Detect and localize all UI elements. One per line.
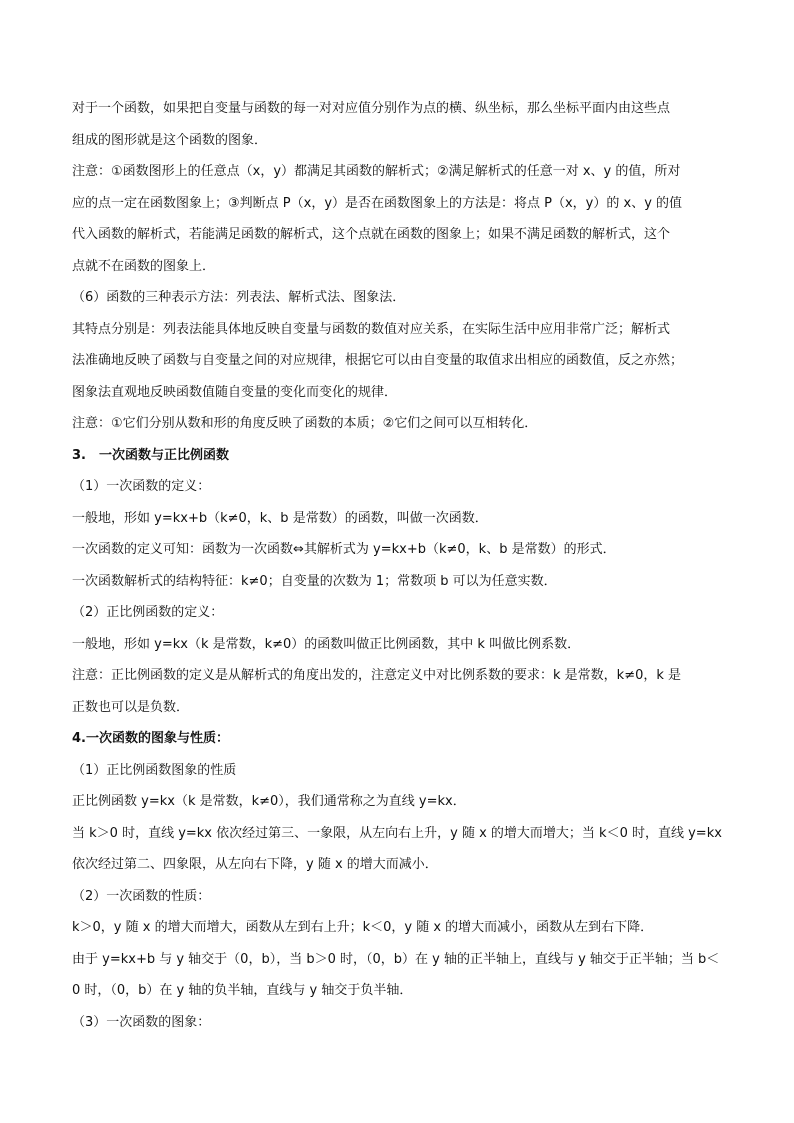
paragraph-proportional-note xyxy=(72,660,724,723)
paragraph-proportional-line xyxy=(72,786,724,818)
text-line: （1）正比例函数图象的性质 xyxy=(72,762,237,778)
section-heading-graph-properties xyxy=(72,723,724,755)
paragraph-representation-note xyxy=(72,408,724,440)
section-heading-linear-proportional xyxy=(72,440,724,472)
text-line: 其特点分别是：列表法能具体地反映自变量与函数的数值对应关系，在实际生活中应用非常广泛；解析式 xyxy=(72,321,671,337)
text-line: （2）一次函数的性质： xyxy=(72,888,211,904)
paragraph-graph-definition xyxy=(72,93,724,156)
text-line: 组成的图形就是这个函数的图象． xyxy=(72,132,268,148)
text-line: k＞0，y 随 x 的增大而增大，函数从左到右上升；k＜0，y 随 x 的增大而减小，函数从左到右下降． xyxy=(72,920,654,935)
paragraph-linear-equivalence xyxy=(72,534,724,566)
text-line: 对于一个函数，如果把自变量与函数的每一对对应值分别作为点的横、纵坐标，那么坐标平面内由这些点 xyxy=(72,101,671,116)
paragraph-proportional-form xyxy=(72,629,724,661)
subheading-linear-definition xyxy=(72,471,724,503)
paragraph-representation-features xyxy=(72,314,724,409)
text-line: 注意：①函数图形上的任意点（x，y）都满足其函数的解析式；②满足解析式的任意一对 x、y 的值，所对 xyxy=(72,164,681,179)
text-line: （1）一次函数的定义： xyxy=(72,479,211,494)
text-line: 一般地，形如 y=kx+b（k≠0，k、b 是常数）的函数，叫做一次函数． xyxy=(72,510,488,526)
heading-text: 4.一次函数的图象与性质： xyxy=(72,731,229,746)
text-line: 正数也可以是负数． xyxy=(72,699,190,715)
text-line: 正比例函数 y=kx（k 是常数，k≠0），我们通常称之为直线 y=kx． xyxy=(72,794,466,809)
paragraph-proportional-quadrants xyxy=(72,818,724,881)
text-line: 代入函数的解析式，若能满足函数的解析式，这个点就在函数的图象上；如果不满足函数的解析式，这个 xyxy=(72,227,671,242)
paragraph-intercept-properties xyxy=(72,944,724,1007)
paragraph-graph-note xyxy=(72,156,724,282)
text-line: 由于 y=kx+b 与 y 轴交于（0，b），当 b＞0 时，（0，b）在 y 轴的正半轴上，直线与 y 轴交于正半轴；当 b＜ xyxy=(72,951,720,967)
paragraph-linear-form xyxy=(72,503,724,535)
text-line: 一般地，形如 y=kx（k 是常数，k≠0）的函数叫做正比例函数，其中 k 叫做比例系数． xyxy=(72,636,581,652)
text-line: （2）正比例函数的定义： xyxy=(72,605,224,620)
text-line: 应的点一定在函数图象上；③判断点 P（x，y）是否在函数图象上的方法是：将点 P（x，y）的 x、y 的值 xyxy=(72,195,683,211)
paragraph-linear-structure xyxy=(72,566,724,598)
text-line: 一次函数解析式的结构特征：k≠0；自变量的次数为 1；常数项 b 可以为任意实数． xyxy=(72,573,557,589)
text-line: 法准确地反映了函数与自变量之间的对应规律，根据它可以由自变量的取值求出相应的函数值，反之亦然； xyxy=(72,353,684,368)
subheading-linear-graph xyxy=(72,1007,724,1039)
text-line: 当 k＞0 时，直线 y=kx 依次经过第三、一象限，从左向右上升，y 随 x 的增大而增大；当 k＜0 时，直线 y=kx xyxy=(72,825,722,841)
text-line: （6）函数的三种表示方法：列表法、解析式法、图象法． xyxy=(72,290,406,305)
heading-text: 3. 一次函数与正比例函数 xyxy=(72,447,229,463)
text-line: （3）一次函数的图象： xyxy=(72,1014,211,1030)
text-line: 注意：①它们分别从数和形的角度反映了函数的本质；②它们之间可以互相转化． xyxy=(72,416,538,431)
text-line: 图象法直观地反映函数值随自变量的变化而变化的规律． xyxy=(72,384,398,400)
text-line: 依次经过第二、四象限，从左向右下降，y 随 x 的增大而减小． xyxy=(72,857,438,872)
paragraph-slope-properties xyxy=(72,912,724,944)
text-line: 一次函数的定义可知：函数为一次函数⇔其解析式为 y=kx+b（k≠0，k、b 是常数）的形式． xyxy=(72,542,616,557)
text-line: 0 时，（0，b）在 y 轴的负半轴，直线与 y 轴交于负半轴． xyxy=(72,983,413,998)
subheading-proportional-definition xyxy=(72,597,724,629)
text-line: 点就不在函数的图象上． xyxy=(72,258,216,274)
document-body xyxy=(72,93,724,1038)
text-line: 注意：正比例函数的定义是从解析式的角度出发的，注意定义中对比例系数的要求：k 是常数，k≠0，k 是 xyxy=(72,668,682,683)
paragraph-representations xyxy=(72,282,724,314)
subheading-proportional-graph xyxy=(72,755,724,787)
subheading-linear-properties xyxy=(72,881,724,913)
